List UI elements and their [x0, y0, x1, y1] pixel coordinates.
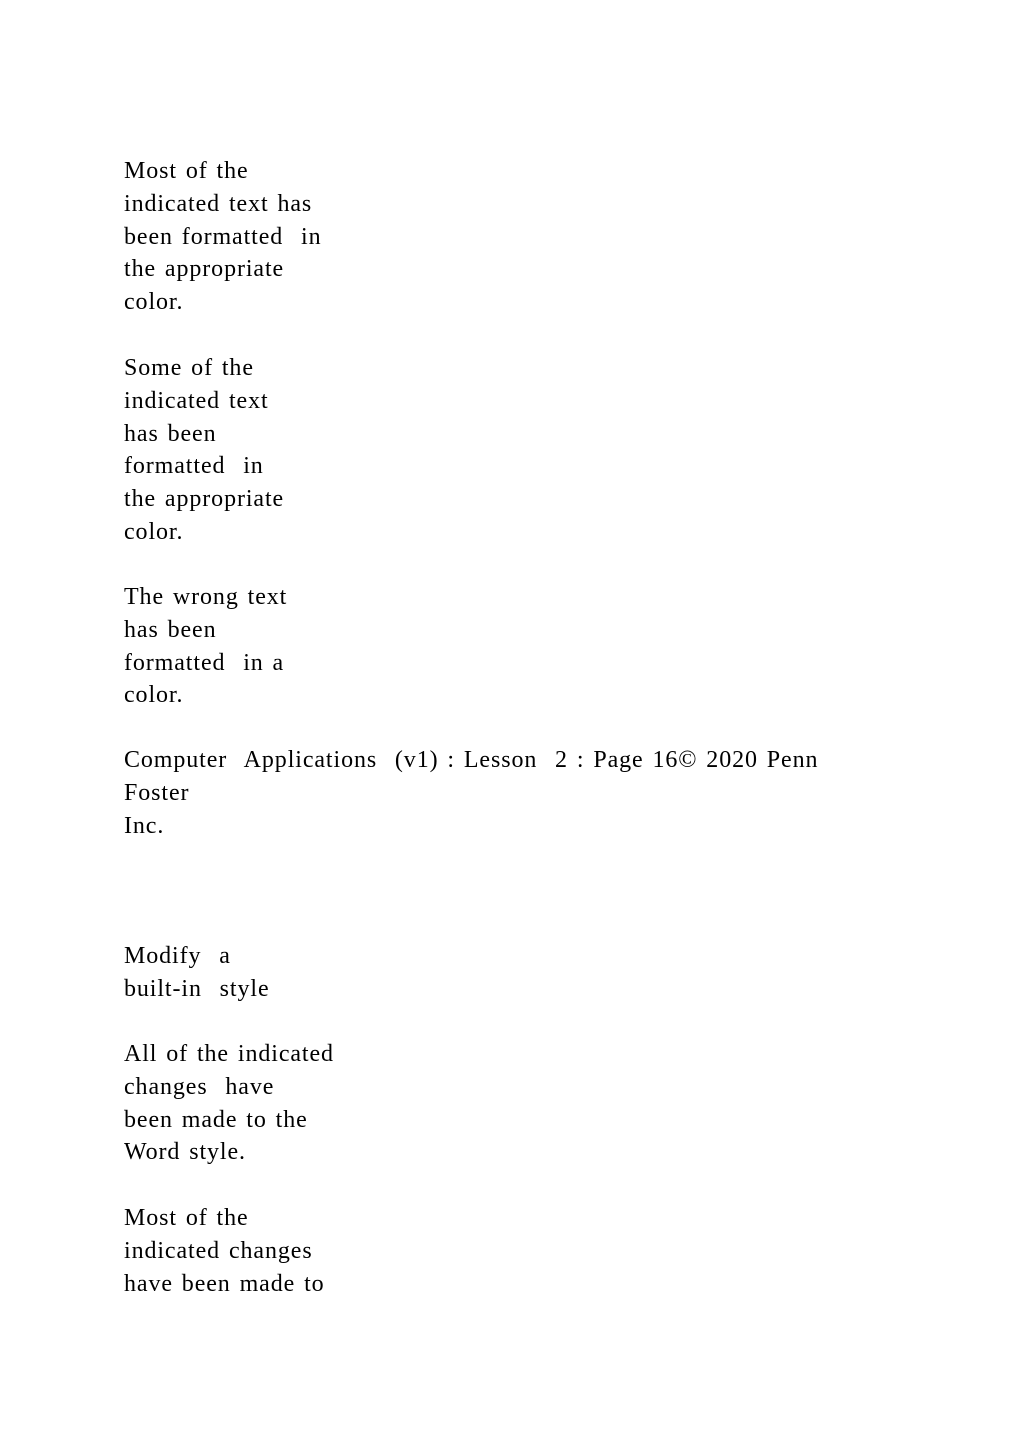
text-line: has been	[124, 420, 217, 447]
text-line: Foster	[124, 779, 190, 806]
text-line: color.	[124, 518, 184, 545]
text-line: color.	[124, 289, 184, 315]
text-line: Word style.	[124, 1139, 246, 1166]
text-line: Some of the	[124, 355, 254, 381]
text-line: indicated changes	[124, 1237, 313, 1264]
text-line: color.	[124, 682, 184, 709]
text-line: Computer Applications (v1) : Lesson 2 : Page 16© 2020 Penn	[124, 747, 819, 773]
text-line: Most of the	[124, 1205, 249, 1231]
text-line: indicated text	[124, 387, 269, 414]
text-line: changes have	[124, 1073, 275, 1100]
text-line: been formatted in	[124, 223, 322, 250]
criteria-some-formatted-color	[124, 352, 284, 549]
text-line: indicated text has	[124, 190, 313, 217]
text-line: formatted in a	[124, 649, 285, 676]
criteria-most-formatted-color	[124, 155, 321, 319]
text-line: built-in style	[124, 975, 270, 1002]
text-line: the appropriate	[124, 256, 285, 283]
page-footer-copyright	[124, 744, 818, 842]
text-line: been made to the	[124, 1106, 308, 1133]
criteria-wrong-text-color	[124, 581, 287, 712]
text-line: Most of the	[124, 158, 249, 184]
text-line: Modify a	[124, 943, 231, 969]
text-line: Inc.	[124, 812, 165, 839]
section-heading-modify-style	[124, 940, 270, 1006]
text-line: All of the indicated	[124, 1041, 334, 1067]
text-line: formatted in	[124, 453, 264, 480]
text-line: have been made to	[124, 1270, 325, 1297]
text-line: The wrong text	[124, 584, 288, 610]
criteria-most-changes-made	[124, 1202, 325, 1300]
text-line: the appropriate	[124, 486, 285, 512]
text-line: has been	[124, 616, 217, 643]
criteria-all-changes-made	[124, 1038, 334, 1169]
